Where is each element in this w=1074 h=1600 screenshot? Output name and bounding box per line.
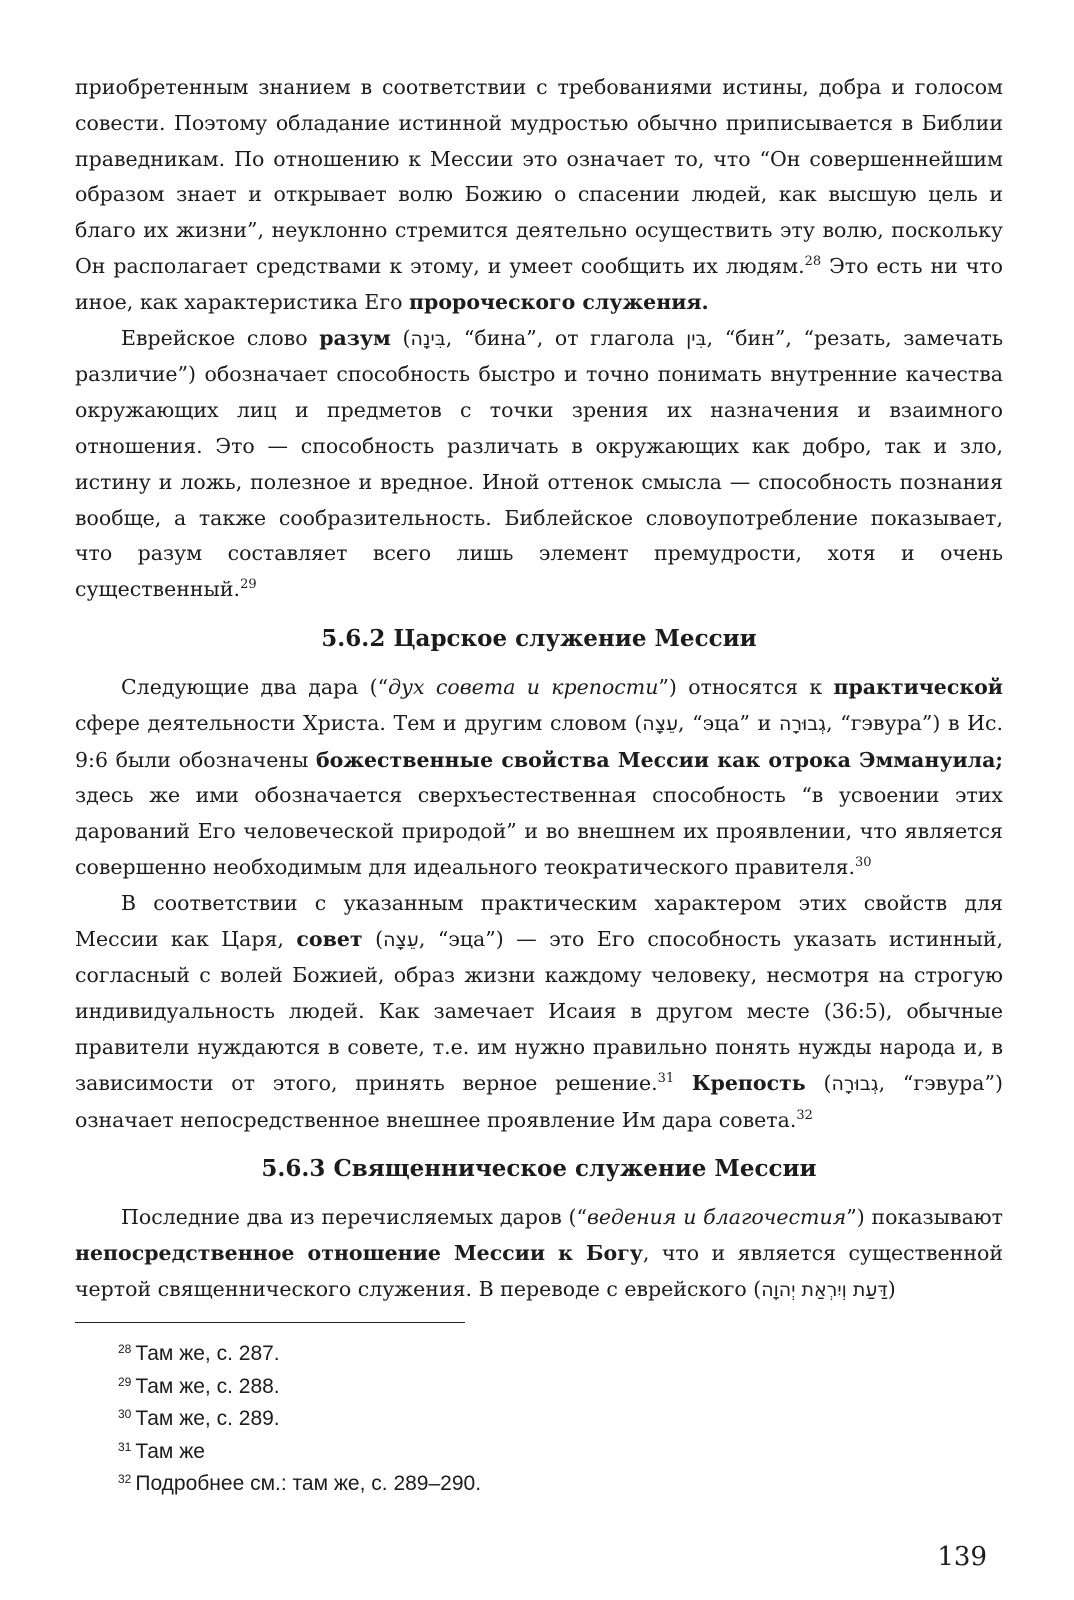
text-run: ”) показывают <box>846 1205 1003 1230</box>
bold-term: разум <box>319 325 391 350</box>
text-run: приобретенным знанием в соответствии с требованиями истины, добра и голосом совести. Поэтому обладание истинной мудростью обычно приписывается в Библии праведникам. По отношению к Мессии это означает то, что “Он совершеннейшим образом знает и открывает волю Божию о спасении людей, как высшую цель и благо их жизни”, неуклонно стремится деятельно осуществить эту волю, поскольку Он располагает средствами к этому, и умеет сообщить их людям. <box>75 75 1003 278</box>
bold-term: совет <box>296 926 363 951</box>
text-run: Последние два из перечисляемых даров (“ <box>121 1205 587 1230</box>
text-run: В соответствии с указанным практическим характером этих свойств для Мессии как Царя, <box>75 890 1003 951</box>
text-run: ) <box>887 1276 896 1301</box>
footnote-29 <box>118 1371 918 1404</box>
section-heading-royal-ministry: 5.6.2 Царское служение Мессии <box>321 624 757 652</box>
hebrew-word: גְבוּרָה <box>778 712 827 735</box>
paragraph-counsel-and-might <box>75 670 1003 886</box>
paragraph-counsel-definition <box>75 886 1003 1139</box>
footnote-28 <box>118 1338 918 1371</box>
bold-term: непосредственное отношение Мессии к Богу <box>75 1241 643 1266</box>
text-run: , что и является существенной чертой священнического служения. В переводе с еврейского ( <box>75 1241 1003 1301</box>
text-run <box>674 1071 692 1095</box>
bold-term: пророческого служения. <box>409 289 709 314</box>
footnote-text: Там же, с. 287. <box>135 1342 280 1365</box>
text-run: , “гэвура”) в Ис. 9:6 были обозначены <box>75 710 1004 772</box>
text-run: , “бин”, “резать, замечать различие”) обозначает способность быстро и точно понимать внутренние качества окружающих лиц и предметов с точки зрения их назначения и взаимного отношения. Это — способность различать в окружающих как добро, так и зло, истину и ложь, полезное и вредное. Иной оттенок смысла — способность познания вообще, а также сообразительность. Библейское словоупотребление показывает, что разум составляет всего лишь элемент премудрости, хотя и очень существенный. <box>75 325 1004 602</box>
hebrew-phrase: דַּעַת וְיִרְאַת יְהוָה <box>761 1278 888 1301</box>
text-run: ( <box>805 1070 832 1095</box>
hebrew-word: עֵצָה <box>642 712 679 735</box>
text-run: , “эца” и <box>678 710 779 735</box>
text-run: ( <box>390 325 411 350</box>
footnote-31 <box>118 1436 918 1469</box>
footnote-number: 28 <box>118 1342 132 1356</box>
footnote-text: Там же <box>135 1439 205 1463</box>
text-run: здесь же ими обозначается сверхъестественная способность “в усвоении этих дарований Его человеческой природой” и во внешнем их проявлении, что является совершенно необходимым для идеального теократического правителя. <box>75 783 1003 879</box>
footnote-text: Там же, с. 289. <box>135 1407 280 1430</box>
footnote-ref-31[interactable]: 31 <box>657 1070 675 1086</box>
footnote-separator <box>75 1322 465 1323</box>
bold-term: практической <box>833 674 1003 699</box>
footnote-text: Подробнее см.: там же, с. 289–290. <box>135 1472 482 1495</box>
paragraph-understanding <box>75 321 1003 608</box>
footnote-number: 32 <box>118 1472 132 1486</box>
text-run: , “гэвура”) означает непосредственное внешнее проявление Им дара совета. <box>75 1070 1003 1132</box>
footnote-number: 30 <box>118 1407 132 1421</box>
hebrew-word: גְבוּרָה <box>831 1072 879 1095</box>
text-run: сфере деятельности Христа. Тем и другим словом ( <box>75 710 643 735</box>
main-text <box>75 70 1003 1309</box>
footnote-ref-29[interactable]: 29 <box>240 577 257 593</box>
footnote-32 <box>118 1468 918 1501</box>
text-run: Это есть ни что иное, как характеристика Его <box>75 253 1003 314</box>
footnotes <box>118 1338 918 1501</box>
footnote-text: Там же, с. 288. <box>135 1374 280 1398</box>
paragraph-wisdom-continuation <box>75 70 1003 321</box>
footnote-30 <box>118 1403 918 1436</box>
italic-quote: ведения и благочестия <box>586 1205 847 1230</box>
hebrew-word: בִּינָה <box>410 327 446 350</box>
text-run: Еврейское слово <box>121 325 320 350</box>
footnote-number: 29 <box>118 1374 132 1389</box>
text-run: , “эца”) — это Его способность указать истинный, согласный с волей Божией, образ жизни каждому человеку, несмотря на строгую индивидуальность людей. Как замечает Исаия в другом месте (36:5), обычные правители нуждаются в совете, т.е. им нужно правильно понять нужды народа и, в зависимости от этого, принять верное решение. <box>75 926 1003 1095</box>
bold-term: божественные свойства Мессии как отрока Эммануила; <box>315 747 1003 772</box>
text-run: Следующие два дара (“ <box>121 674 389 699</box>
footnote-ref-30[interactable]: 30 <box>854 855 872 871</box>
italic-quote: дух совета и крепости <box>388 674 659 699</box>
text-run: ( <box>362 926 384 951</box>
page-number: 139 <box>937 1542 987 1572</box>
bold-term: Крепость <box>691 1070 806 1095</box>
footnote-number: 31 <box>118 1439 132 1454</box>
hebrew-word: עֵצָה <box>383 928 419 951</box>
paragraph-knowledge-and-fear <box>75 1200 1003 1308</box>
text-run: , “бина”, от глагола <box>445 325 687 350</box>
text-run: ”) относятся к <box>658 674 834 699</box>
footnote-ref-32[interactable]: 32 <box>796 1107 813 1123</box>
footnote-ref-28[interactable]: 28 <box>804 254 822 270</box>
hebrew-word: בִּין <box>686 327 707 350</box>
section-heading-priestly-ministry: 5.6.3 Священническое служение Мессии <box>261 1155 817 1183</box>
